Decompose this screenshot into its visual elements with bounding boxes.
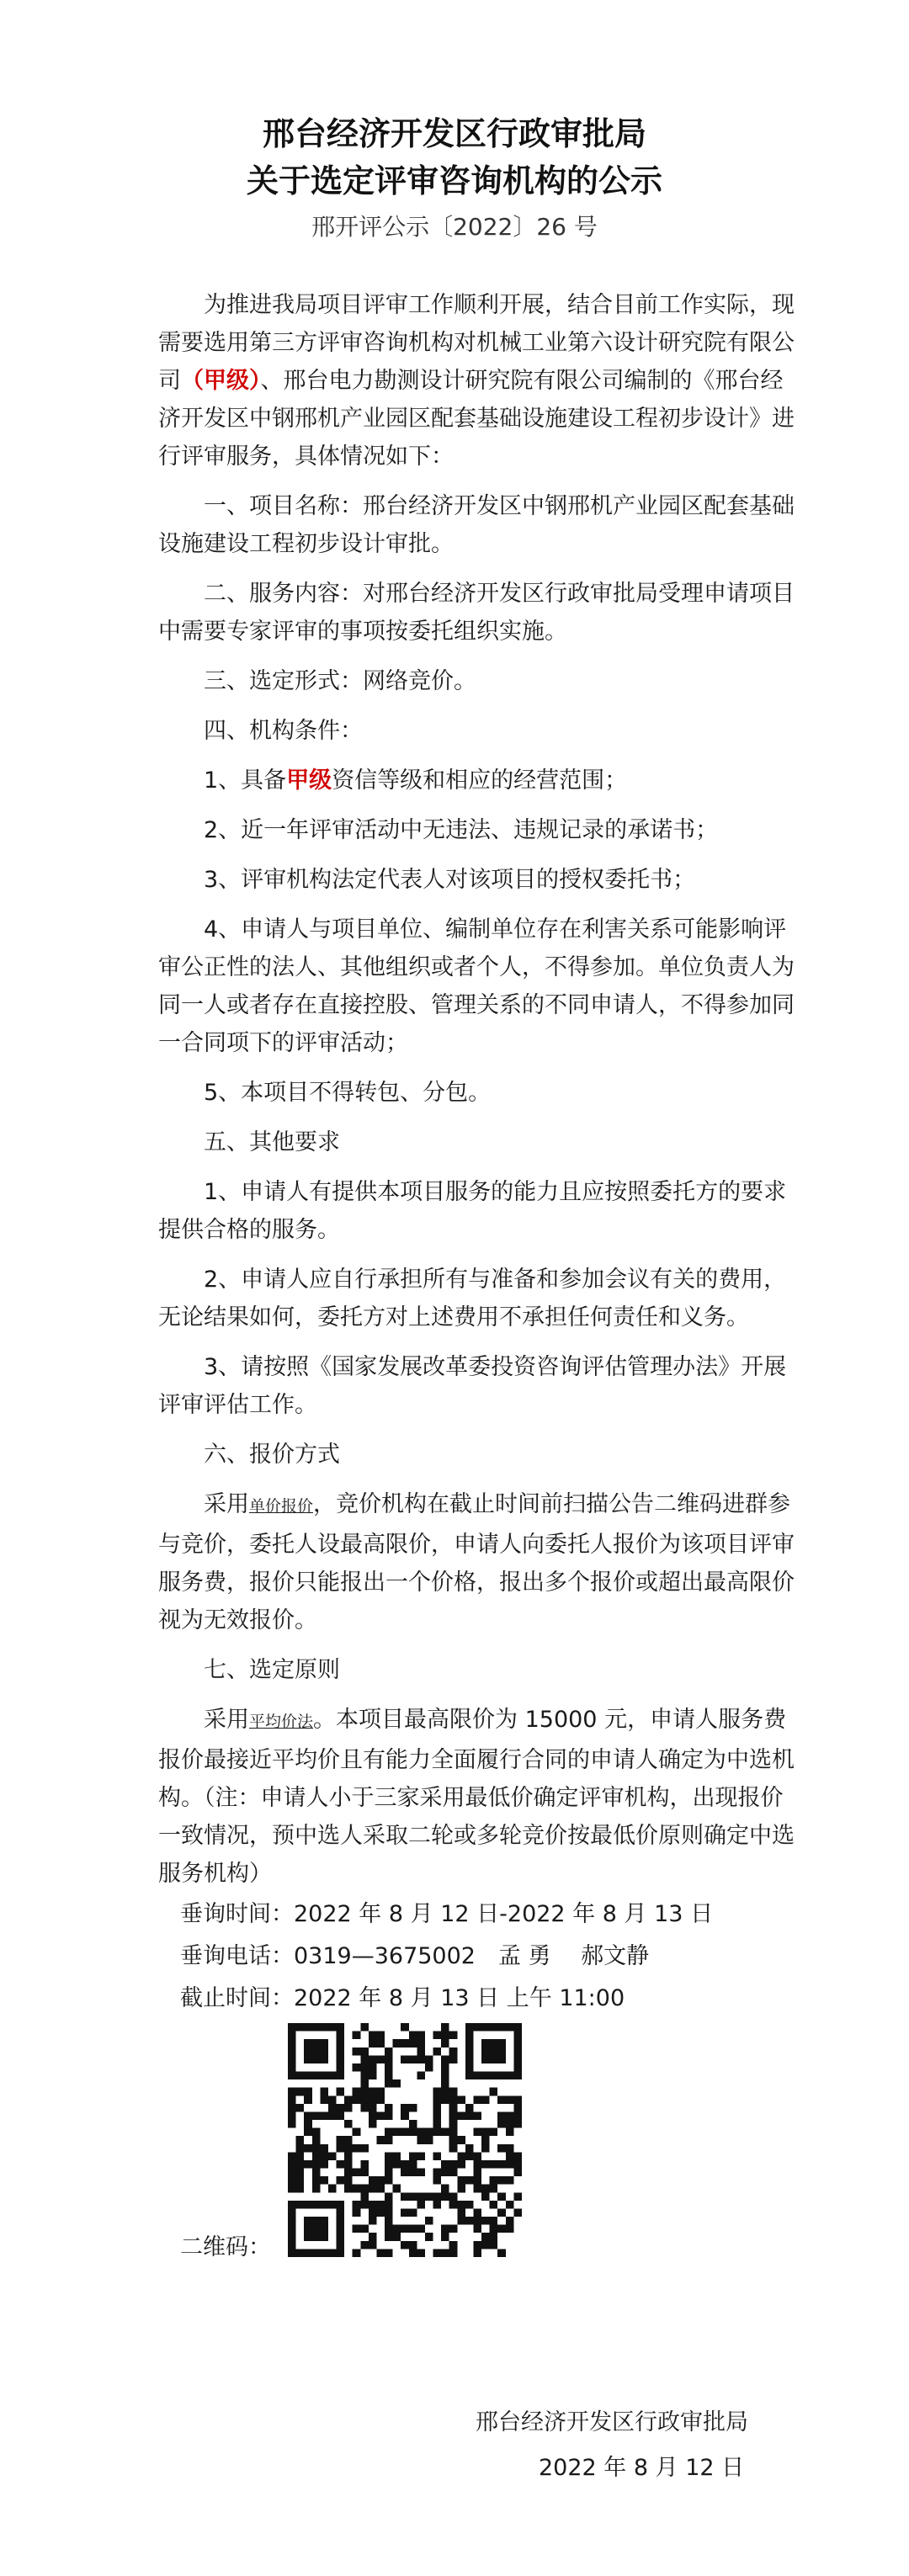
principle-post: 。本项目最高限价为 15000 元，申请人服务费报价最接近平均价且有能力全面履行合同的申请人确定为中选机构。（注：申请人小于三家采用最低价确定评审机构，出现报价一致情况，预中选人采取二轮或多轮竞价按最低价原则确定中选服务机构） — [158, 1707, 795, 1887]
notice-body — [158, 286, 798, 1904]
intro-text-1: 为推进我局项目评审工作顺利开展，结合目前工作实际，现需要选用第三方评审咨询机构对机械工业第六设计研究院有限公司 — [158, 292, 795, 394]
principle-paragraph — [158, 1701, 798, 1893]
quotation-method-term: 单价报价 — [249, 1497, 314, 1516]
principle-method-term: 平均价法 — [249, 1713, 314, 1731]
section-other-requirements: 五、其他要求 — [204, 1129, 340, 1155]
section-selection-principle: 七、选定原则 — [204, 1657, 340, 1683]
condition-3: 3、评审机构法定代表人对该项目的授权委托书； — [204, 867, 696, 893]
condition-1 — [158, 762, 798, 799]
inquiry-time: 垂询时间：2022 年 8 月 12 日-2022 年 8 月 13 日 — [180, 1901, 714, 1927]
document-number: 邢开评公示〔2022〕26 号 — [311, 213, 598, 241]
condition-5: 5、本项目不得转包、分包。 — [204, 1080, 492, 1106]
intro-text-2: 、邢台电力勘测设计研究院有限公司编制的《邢台经济开发区中钢邢机产业园区配套基础设施建设工程初步设计》进行评审服务，具体情况如下： — [158, 368, 795, 470]
grade-highlight: （甲级） — [181, 368, 261, 394]
condition-2: 2、近一年评审活动中无违法、违规记录的承诺书； — [204, 817, 719, 843]
principle-pre: 采用 — [204, 1707, 249, 1733]
quotation-pre: 采用 — [204, 1491, 249, 1517]
condition-4: 4、申请人与项目单位、编制单位存在利害关系可能影响评审公正性的法人、其他组织或者个人，不得参加。单位负责人为同一人或者存在直接控股、管理关系的不同申请人，不得参加同一合同项下的评审活动； — [158, 916, 795, 1056]
qr-code-icon[interactable] — [288, 2023, 522, 2257]
inquiry-phone: 垂询电话：0319—3675002 孟 勇 郝文静 — [180, 1943, 650, 1969]
section-conditions: 四、机构条件： — [204, 718, 363, 744]
deadline: 截止时间：2022 年 8 月 13 日 上午 11:00 — [180, 1985, 625, 2011]
page-title-line1: 邢台经济开发区行政审批局 — [262, 115, 646, 152]
condition-1-post: 资信等级和相应的经营范围； — [332, 767, 628, 794]
section-quotation-method: 六、报价方式 — [204, 1442, 340, 1468]
quotation-post: ，竞价机构在截止时间前扫描公告二维码进群参与竞价，委托人设最高限价，申请人向委托人报价为该项目评审服务费，报价只能报出一个价格，报出多个报价或超出最高限价视为无效报价。 — [158, 1491, 795, 1633]
page-title-line2: 关于选定评审咨询机构的公示 — [246, 162, 662, 199]
section-selection-form: 三、选定形式：网络竞价。 — [204, 668, 476, 694]
issuing-organization: 邢台经济开发区行政审批局 — [476, 2409, 748, 2435]
section-service-content: 二、服务内容：对邢台经济开发区行政审批局受理申请项目中需要专家评审的事项按委托组织实施。 — [158, 581, 795, 645]
condition-1-pre: 1、具备 — [204, 767, 287, 794]
condition-1-grade: 甲级 — [286, 767, 332, 794]
quotation-paragraph — [158, 1485, 798, 1639]
requirement-2: 2、申请人应自行承担所有与准备和参加会议有关的费用，无论结果如何，委托方对上述费用不承担任何责任和义务。 — [158, 1267, 787, 1330]
intro-paragraph — [158, 286, 798, 475]
section-project-name: 一、项目名称：邢台经济开发区中钢邢机产业园区配套基础设施建设工程初步设计审批。 — [158, 493, 795, 557]
qr-label: 二维码： — [180, 2234, 271, 2260]
requirement-3: 3、请按照《国家发展改革委投资咨询评估管理办法》开展评审评估工作。 — [158, 1354, 787, 1418]
requirement-1: 1、申请人有提供本项目服务的能力且应按照委托方的要求提供合格的服务。 — [158, 1179, 787, 1243]
issue-date: 2022 年 8 月 12 日 — [539, 2455, 745, 2481]
